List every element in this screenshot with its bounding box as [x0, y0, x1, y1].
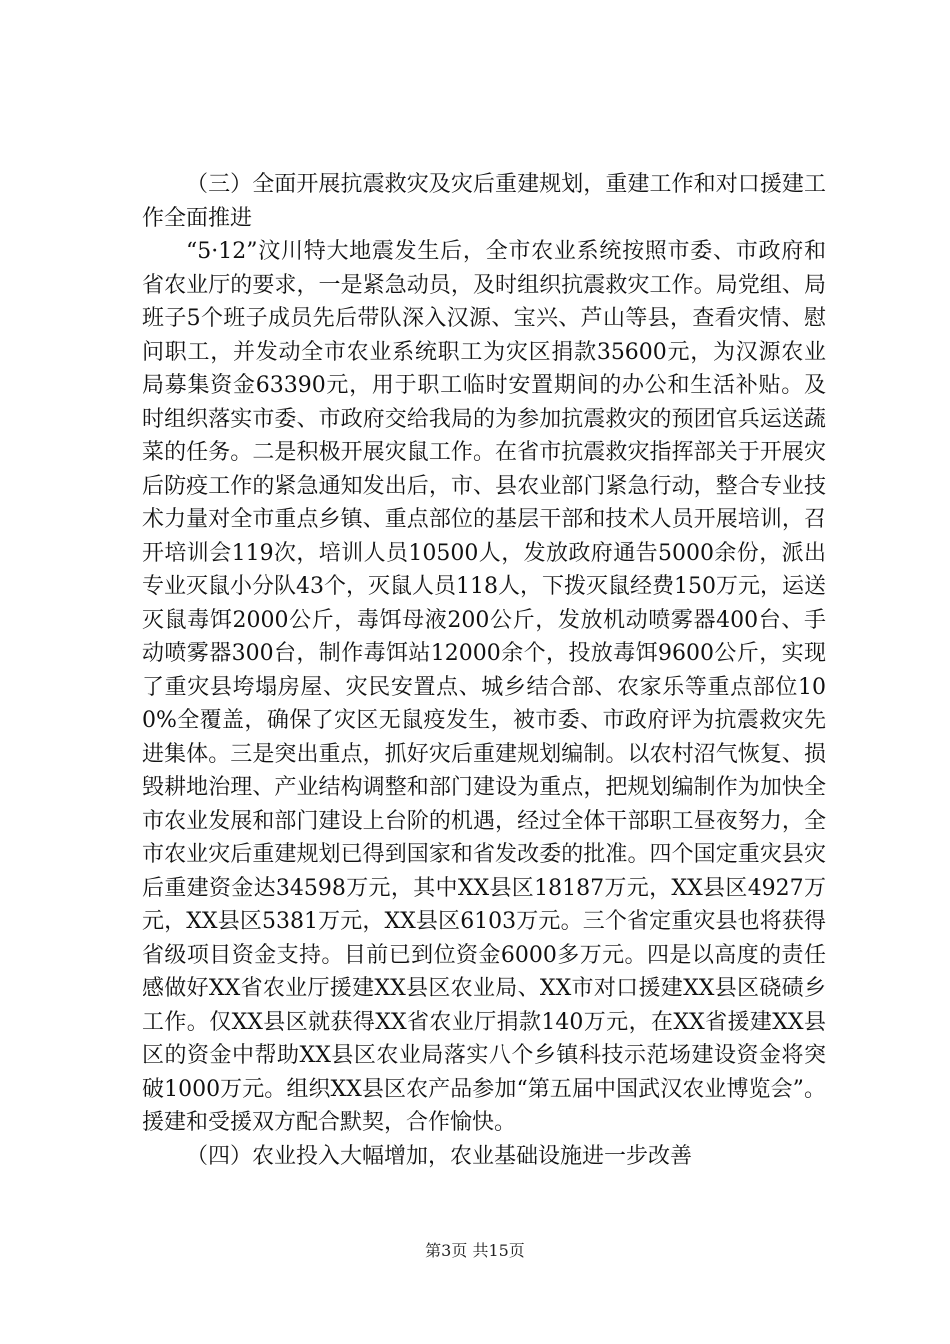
- page-indicator: 第3页 共15页: [425, 1241, 525, 1260]
- body-paragraph: “5·12”汶川特大地震发生后，全市农业系统按照市委、市政府和省农业厅的要求，一是紧急动员，及时组织抗震救灾工作。局党组、局班子5个班子成员先后带队深入汉源、宝兴、芦山等县，查看灾情、慰问职工，并发动全市农业系统职工为灾区捐款35600元，为汉源农业局募集资金63390元，用于职工临时安置期间的办公和生活补贴。及时组织落实市委、市政府交给我局的为参加抗震救灾的预团官兵运送蔬菜的任务。二是积极开展灾鼠工作。在省市抗震救灾指挥部关于开展灾后防疫工作的紧急通知发出后，市、县农业部门紧急行动，整合专业技术力量对全市重点乡镇、重点部位的基层干部和技术人员开展培训，召开培训会119次，培训人员10500人，发放政府通告5000余份，派出专业灭鼠小分队43个，灭鼠人员118人，下拨灭鼠经费150万元，运送灭鼠毒饵2000公斤，毒饵母液200公斤，发放机动喷雾器400台、手动喷雾器300台，制作毒饵站12000余个，投放毒饵9600公斤，实现了重灾县垮塌房屋、灾民安置点、城乡结合部、农家乐等重点部位100%全覆盖，确保了灾区无鼠疫发生，被市委、市政府评为抗震救灾先进集体。三是突出重点，抓好灾后重建规划编制。以农村沼气恢复、损毁耕地治理、产业结构调整和部门建设为重点，把规划编制作为加快全市农业发展和部门建设上台阶的机遇，经过全体干部职工昼夜努力，全市农业灾后重建规划已得到国家和省发改委的批准。四个国定重灾县灾后重建资金达34598万元，其中XX县区18187万元，XX县区4927万元，XX县区5381万元，XX县区6103万元。三个省定重灾县也将获得省级项目资金支持。目前已到位资金6000多万元。四是以高度的责任感做好XX省农业厅援建XX县区农业局、XX市对口援建XX县区硗碛乡工作。仅XX县区就获得XX省农业厅捐款140万元，在XX省援建XX县区的资金中帮助XX县区农业局落实八个乡镇科技示范场建设资金将突破1000万元。组织XX县区农产品参加“第五届中国武汉农业博览会”。援建和受援双方配合默契，合作愉快。: [142, 239, 826, 1135]
- page-footer: [0, 1241, 950, 1261]
- document-body: [142, 168, 826, 1173]
- section-heading-3: （三）全面开展抗震救灾及灾后重建规划，重建工作和对口援建工作全面推进: [142, 172, 826, 231]
- section-heading-4: （四）农业投入大幅增加，农业基础设施进一步改善: [186, 1143, 693, 1169]
